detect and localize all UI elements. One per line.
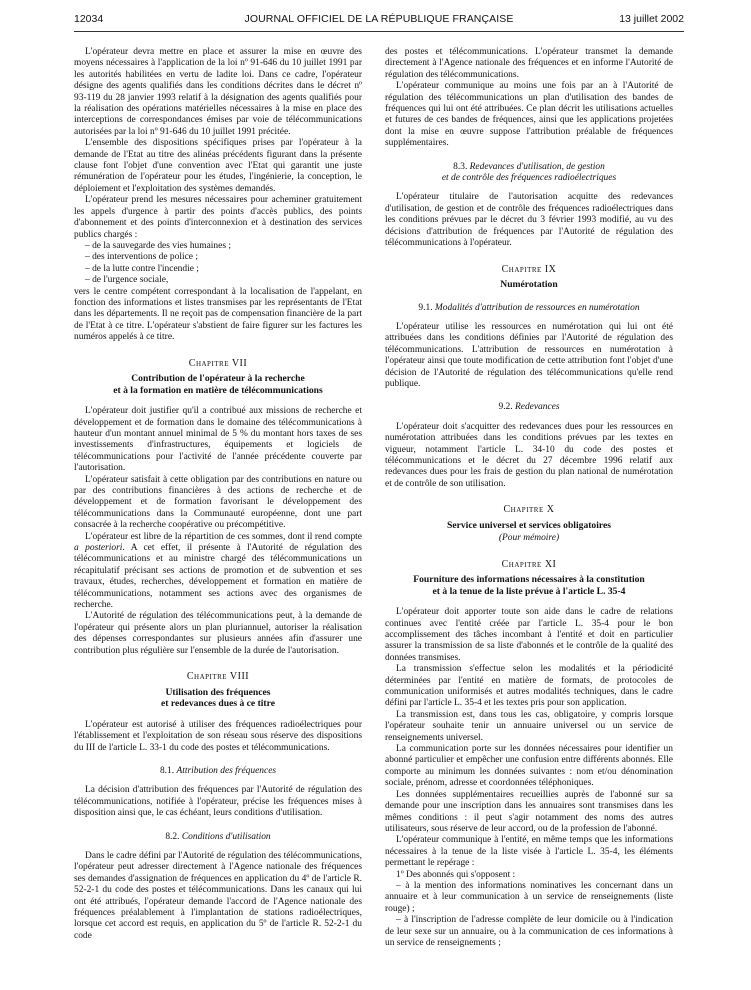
chapter-title-line: et à la tenue de la liste prévue à l'article L. 35-4 [432,585,626,597]
paragraph: L'opérateur prend les mesures nécessaires pour acheminer gratuitement les appels d'urgence à partir des points d'accès publics, des points d'abonnement et des points d'interconnexion et à destination des services publics chargés : [74,195,362,240]
paragraph: L'opérateur utilise les ressources en numérotation qui lui ont été attribuées dans les conditions définies par l'Autorité de régulation des télécommunications. L'attribution de ressources en numérotation à l'opérateur ainsi que toute modification de cette attribution font l'objet d'une décision de l'Autorité de régulation des télécommunications qu'elle rend publique. [385,321,673,389]
issue-date: 13 juillet 2002 [619,13,684,25]
paragraph: L'opérateur devra mettre en place et assurer la mise en œuvre des moyens nécessaires à l'application de la loi nº 91-646 du 10 juillet 1991 par les autorités habilitées en vertu de ladite loi. Dans ce cadre, l'opérateur désigne des agents qualifiés dans les conditions décrites dans le décret nº 93-119 du 28 janvier 1993 relatif à la désignation des agents qualifiés pour la réalisation des opérations matérielles nécessaires à la mise en place des interceptions de correspondances émises par voie de télécommunications autorisées par la loi nº 91-646 du 10 juillet 1991 précitée. [74,47,362,137]
chapter-heading: Chapitre VIII [186,671,250,683]
section-title: Modalités d'attribution de ressources en numérotation [434,302,640,313]
paragraph: L'opérateur doit justifier qu'il a contribué aux missions de recherche et développement et de formation dans le domaine des télécommunications à hauteur d'un montant annuel minimal de 5 % du montant hors taxes de ses investissements d'infrastructures, équipements et logiciels de télécommunications pour l'activité de l'année précédente couverte par l'autorisation. [74,406,362,474]
chapter-title-line: Fourniture des informations nécessaires à la constitution [413,574,645,585]
paragraph: vers le centre compétent correspondant à la localisation de l'appelant, en fonction des informations et listes transmises par les représentants de l'Etat dans les départements. Il ne reçoit pas de compensation financière de la part de l'Etat à ce titre. L'opérateur s'abstient de faire figurer sur les factures les numéros appelés à ce titre. [74,286,362,343]
list-item: – de l'urgence sociale, [85,275,169,286]
chapter-title [74,373,362,396]
paragraph: La transmission s'effectue selon les modalités et la périodicité déterminées par l'entité en matière de formats, de protocoles de communication uniformisés et autres modalités techniques, dans le cadre défini par l'article L. 35-4 et les textes pris pour son application. [385,664,673,709]
paragraph: La communication porte sur les données nécessaires pour identifier un abonné particulier et empêcher une confusion entre différents abonnés. Elle comporte au minimum les données suivantes : nom et/ou dénomination sociale, prénom, adresse et coordonnées téléphoniques. [385,744,673,789]
chapter-title-line: Utilisation des fréquences [165,686,271,698]
memo-note: (Pour mémoire) [498,533,560,544]
list-item: – à la mention des informations nominatives les concernant dans un annuaire et à leur communication à un service de renseignements (liste rouge) ; [385,880,673,914]
section-heading [74,832,362,843]
page-number: 12034 [74,13,104,25]
section-title: Redevances [514,402,560,413]
paragraph [74,532,362,612]
section-heading [385,162,673,185]
chapter-title-line: et redevances dues à ce titre [161,698,275,710]
section-title: Redevances d'utilisation, de gestion [469,161,605,172]
paragraph: L'opérateur doit s'acquitter des redevances dues pour les ressources en numérotation attribuées dans les conditions prévues par les textes en vigueur, notamment l'article L. 34-10 du code des postes et télécommunications et le décret du 27 décembre 1996 relatif aux redevances dues pour les frais de gestion du plan national de numérotation et de contrôle de son utilisation. [385,421,673,489]
paragraph: L'opérateur communique à l'entité, en même temps que les informations nécessaires à la tenue de la liste visée à l'article L. 35-4, les éléments permettant le repérage : [385,835,673,869]
section-heading [74,766,362,777]
left-column [74,47,362,942]
page-header [74,13,684,29]
italic-text: a posteriori [74,543,123,554]
paragraph: 1º Des abonnés qui s'opposent : [396,869,516,880]
chapter-title-line: Contribution de l'opérateur à la recherche [131,372,305,384]
list-item: – à l'inscription de l'adresse complète de leur domicile ou à l'indication de leur sexe sur un annuaire, ou à la communication de ces informations à un service de renseignements ; [385,915,673,948]
text-run: L'opérateur est libre de la répartition de ces sommes, dont il rend compte [85,531,362,542]
section-title: et de contrôle des fréquences radioélectriques [441,173,617,184]
section-number: 9.2. [498,402,515,413]
paragraph: L'opérateur est autorisé à utiliser des fréquences radioélectriques pour l'établissement et l'exploitation de son réseau sous réserve des dispositions du III de l'article L. 33-1 du code des postes et télécommunications. [74,719,362,753]
section-title: Conditions d'utilisation [181,831,271,842]
paragraph: L'opérateur satisfait à cette obligation par des contributions en nature ou par des contributions financières à des actions de recherche et de développement et de formation favorisant le développement des télécommunications dans la Communauté européenne, dont une part consacrée à la recherche coopérative ou précompétitive. [74,474,362,531]
right-column [385,47,673,949]
chapter-heading: Chapitre VII [188,357,248,369]
chapter-title: Service universel et services obligatoires [447,519,611,531]
paragraph: L'opérateur titulaire de l'autorisation acquitte des redevances d'utilisation, de gestion et de contrôle des fréquences radioélectriques dans les conditions prévues par le décret du 3 février 1993 modifié, au vu des décisions d'attribution de fréquences par l'Autorité de régulation des télécommunications à l'opérateur. [385,192,673,249]
paragraph: L'Autorité de régulation des télécommunications peut, à la demande de l'opérateur qui présente alors un plan pluriannuel, autoriser la réalisation des dépenses correspondantes sur plusieurs années afin d'assurer une contribution plus régulière sur l'ensemble de la durée de l'autorisation. [74,611,362,656]
section-title: Attribution des fréquences [176,765,277,776]
list-item: – des interventions de police ; [85,252,198,263]
chapter-heading: Chapitre IX [501,263,557,275]
paragraph: des postes et télécommunications. L'opérateur transmet la demande directement à l'Agence nationale des fréquences et en informe l'Autorité de régulation des télécommunications. [385,47,673,80]
list-item: – de la sauvegarde des vies humaines ; [85,240,231,251]
paragraph: L'opérateur communique au moins une fois par an à l'Autorité de régulation des télécommunications un plan d'utilisation des bandes de fréquences qui lui ont été attribuées. Ce plan décrit les utilisations actuelles et futures de ces bandes de fréquences, ainsi que les applications projetées dont la mise en œuvre suppose l'attribution préalable de fréquences supplémentaires. [385,81,673,149]
chapter-title-line: et à la formation en matière de télécommunications [113,384,323,396]
paragraph: L'ensemble des dispositions spécifiques prises par l'opérateur à la demande de l'Etat au titre des alinéas précédents figurant dans la présente clause font l'objet d'une convention avec l'Etat qui garantit une juste rémunération de l'opérateur pour les études, l'ingénierie, la conception, le déploiement et l'exploitation des systèmes demandés. [74,138,362,194]
section-number: 9.1. [418,302,435,313]
paragraph: Les données supplémentaires recueillies auprès de l'abonné sur sa demande pour une inscription dans les annuaires sont transmises dans les mêmes conditions : il peut s'agir notamment des noms des autres utilisateurs, sous réserve de leur accord, ou de la profession de l'abonné. [385,789,673,834]
paragraph: Dans le cadre défini par l'Autorité de régulation des télécommunications, l'opérateur peut adresser directement à l'Agence nationale des fréquences ses demandes d'assignation de fréquences en application du 4º de l'article R. 52-2-1 du code des postes et télécommunications. Dans les canaux qui lui ont été attribués, l'opérateur demande l'accord de l'Agence nationale des fréquences préalablement à l'implantation de stations radioélectriques, lorsque cet accord est requis, en application du 5º de l'article R. 52-2-1 du code [74,850,362,941]
section-heading [385,303,673,314]
section-number: 8.3. [453,161,470,172]
paragraph: La transmission est, dans tous les cas, obligatoire, y compris lorsque l'opérateur souhaite tenir un annuaire universel ou un service de renseignements universel. [385,709,673,743]
journal-title: JOURNAL OFFICIEL DE LA RÉPUBLIQUE FRANÇAISE [244,13,514,25]
paragraph: L'opérateur doit apporter toute son aide dans le cadre de relations continues avec l'entité créée par l'article L. 35-4 pour le bon accomplissement des tâches incombant à l'entité et doit en particulier assurer la transmission de sa liste d'abonnés et le contrôle de la qualité des données transmises. [385,607,673,663]
section-number: 8.1. [159,765,177,776]
list-item: – de la lutte contre l'incendie ; [85,263,199,274]
section-number: 8.2. [165,831,182,842]
chapter-heading: Chapitre X [503,504,555,516]
header-rule [74,31,684,32]
chapter-title: Numérotation [500,278,558,290]
paragraph: La décision d'attribution des fréquences par l'Autorité de régulation des télécommunications, notifiée à l'opérateur, précise les fréquences mises à disposition ainsi que, le cas échéant, leurs conditions d'utilisation. [74,785,362,819]
chapter-title [385,574,673,597]
text-run: . A cet effet, il présente à l'Autorité de régulation des télécommunications et au ministre chargé des télécommunications un récapitulatif précisant ses actions de promotion et de subvention et ses travaux, études, recherches, développement et formation en matière de télécommunications, notamment ses actions avec des organismes de recherche. [74,543,362,611]
chapter-title [74,687,362,710]
chapter-heading: Chapitre XI [501,558,557,570]
section-heading [385,402,673,413]
